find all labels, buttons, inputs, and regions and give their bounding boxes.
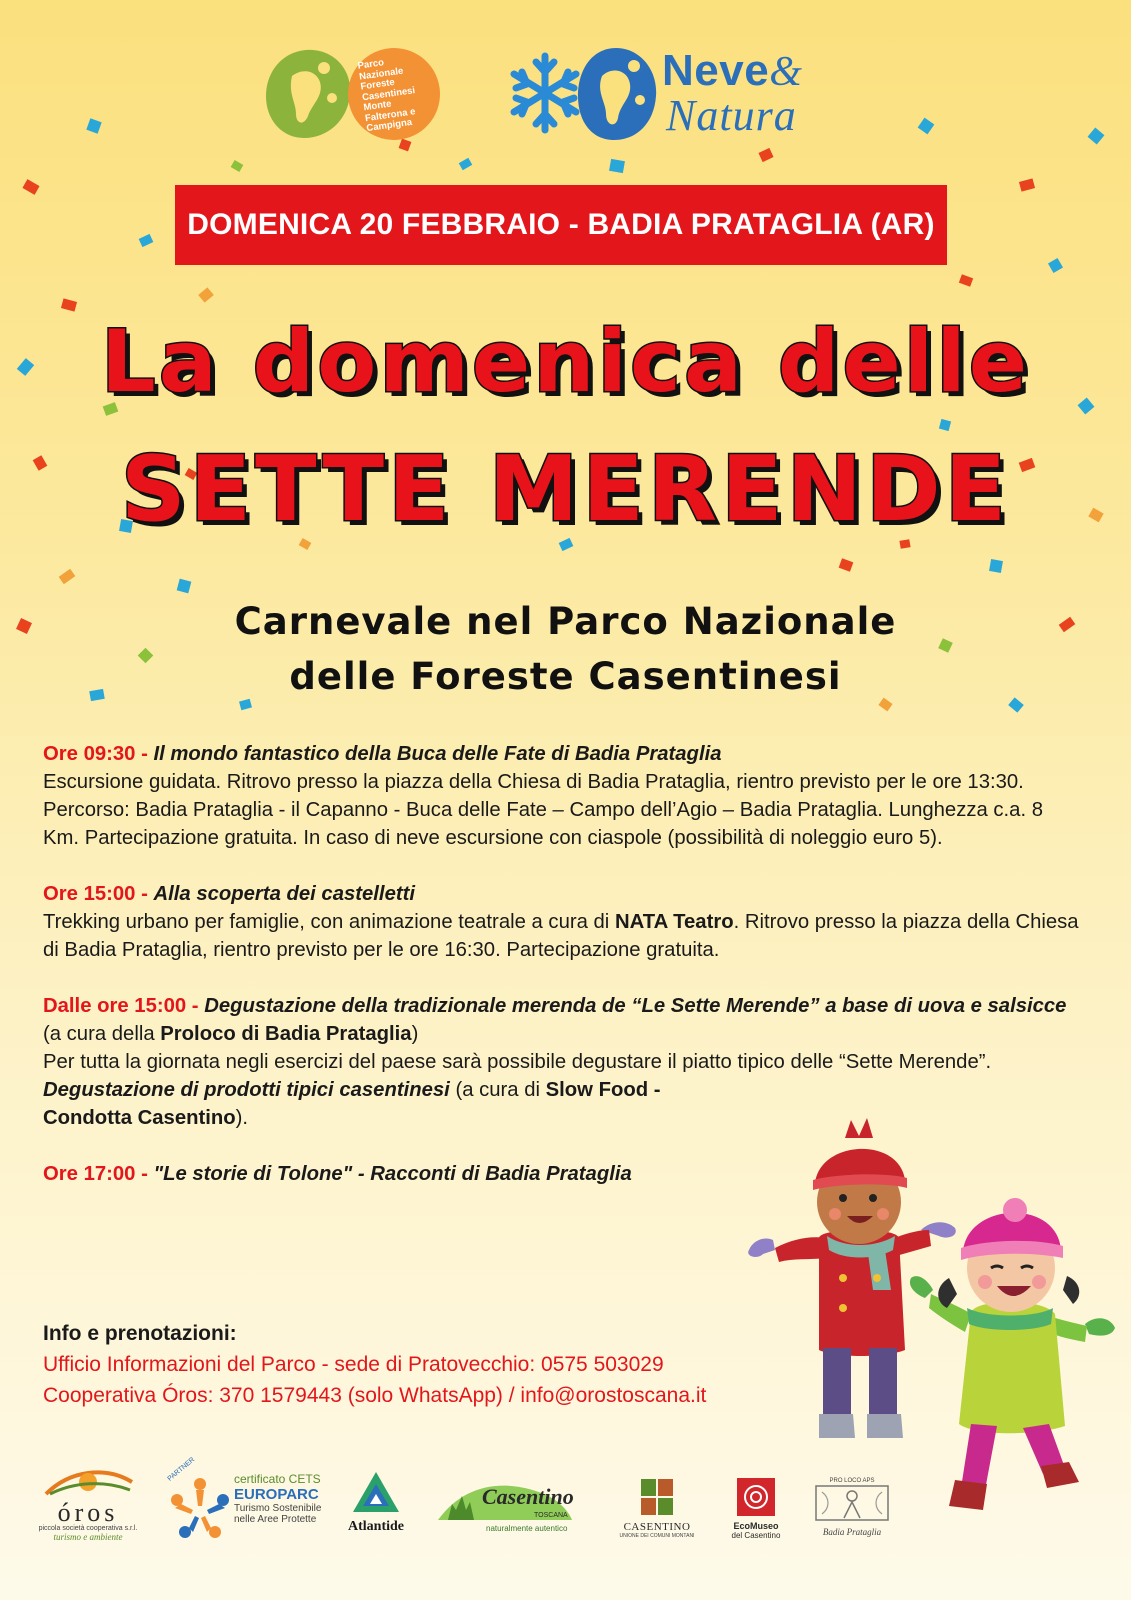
oros-sub: piccola società cooperativa s.r.l. [38,1525,138,1532]
event-1-heading [43,740,1083,768]
event-4-time: Ore 17:00 - [43,1163,154,1185]
event-2-heading [43,880,1083,908]
natura-word: Natura [666,91,797,140]
header-logos [262,38,882,148]
event-3-text: (a cura della [43,1023,161,1045]
cets-star-logo [165,1456,235,1546]
main-title-line-1: La domenica delle [100,312,1031,412]
event-2-text: Trekking urbano per famiglie, con animazione teatrale a cura di [43,911,615,933]
event-4-title: "Le storie di Tolone" - Racconti di Badia Prataglia [153,1163,632,1185]
ecomuseo-name: EcoMuseo [733,1521,779,1531]
subtitle-line-1: Carnevale nel Parco Nazionale [234,600,897,643]
ecomuseo-sub: del Casentino [731,1531,781,1540]
proloco-emblem-icon [814,1484,890,1522]
neve-natura-title [662,46,802,96]
event-1-title: Il mondo fantastico della Buca delle Fate di Badia Prataglia [153,743,722,765]
ecomuseo-logo [728,1478,784,1540]
event-1-description: Escursione guidata. Ritrovo presso la piazza della Chiesa di Badia Prataglia, rientro previsto per le ore 13:30. Percorso: Badia Prataglia - il Capanno - Buca delle Fate – Campo dell’Agio – Badia Prataglia. Lunghezza c.a. 8 Km. Partecipazione gratuita. In caso di neve escursione con ciaspole (possibilità di noleggio euro 5). [43,771,1044,849]
casentino-script: Casentino [482,1484,574,1509]
event-3-tasting [43,1076,743,1132]
event-3-time: Dalle ore 15:00 - [43,995,205,1017]
info-phone-park: Ufficio Informazioni del Parco - sede di Pratovecchio: 0575 503029 [43,1353,664,1376]
neve-natura-logo-icon [574,44,660,144]
boy-figure [748,1118,956,1438]
cets-sub-2: nelle Aree Protette [234,1514,317,1525]
main-title-line-2: SETTE MERENDE [120,437,1011,542]
proloco-name: Proloco di Badia Prataglia [160,1023,412,1045]
event-3-tasting-text: (a cura di [449,1079,546,1101]
event-2-description [43,908,1083,964]
proloco-logo [810,1478,894,1537]
event-1-time: Ore 09:30 - [43,743,154,765]
date-banner: DOMENICA 20 FEBBRAIO - BADIA PRATAGLIA (AR) [175,185,947,265]
atlantide-logo [336,1470,416,1535]
oros-logo [38,1460,138,1542]
slow-food-name: Slow Food - Condotta Casentino [43,1079,661,1129]
partner-label: PARTNER [166,1456,197,1483]
unione-crest-icon [640,1478,674,1516]
cets-text [234,1472,321,1525]
event-3-description: Per tutta la giornata negli esercizi del paese sarà possibile degustare il piatto tipico delle “Sette Merende”. [43,1051,992,1073]
event-3-heading [43,992,1083,1048]
cets-name: EUROPARC [234,1486,319,1503]
atlantide-icon [351,1470,401,1514]
info-section [43,1318,706,1411]
oros-name: óros [57,1498,119,1527]
casentino-region: TOSCANA [534,1512,568,1519]
proloco-name: Badia Prataglia [822,1527,882,1537]
atlantide-name: Atlantide [348,1519,404,1534]
kids-illustration [735,1118,1125,1518]
event-3-tasting-close: ). [235,1107,249,1129]
snowflake-icon [510,48,580,138]
cets-cert: certificato CETS [234,1472,321,1486]
ecomuseo-icon [737,1478,775,1516]
park-logo-text: Parco Nazionale Foreste Casentinesi Monte Falterona e Campigna [342,42,446,146]
nata-teatro: NATA Teatro [614,911,734,933]
neve-word: Neve [662,46,770,95]
oros-sun-icon [40,1460,136,1496]
unione-sub: UNIONE DEI COMUNI MONTANI [619,1533,695,1539]
park-logo-icon [262,46,354,142]
europarc-star-icon [165,1474,235,1544]
footer-logos [0,1456,1131,1580]
event-2-time: Ore 15:00 - [43,883,154,905]
event-3-title: Degustazione della tradizionale merenda de “Le Sette Merende” a base di uova e salsicce [204,995,1067,1017]
oros-tag: turismo e ambiente [53,1532,123,1542]
event-3-tasting-title: Degustazione di prodotti tipici casentinesi [43,1079,450,1101]
ampersand: & [769,49,803,95]
casentino-tag: naturalmente autentico [486,1524,568,1533]
event-2-title: Alla scoperta dei castelletti [153,883,415,905]
cets-sub-1: Turismo Sostenibile [234,1503,322,1514]
event-2-text-end: . Ritrovo presso la piazza della Chiesa di Badia Prataglia, rientro previsto per le ore 16:30. Partecipazione gratuita. [43,911,1079,961]
unione-name: CASENTINO [623,1521,691,1533]
event-3-text-close: ) [411,1023,419,1045]
info-contact-oros: Cooperativa Óros: 370 1579443 (solo WhatsApp) / info@orostoscana.it [43,1384,707,1407]
proloco-top: PRO LOCO APS [829,1478,875,1484]
info-heading: Info e prenotazioni: [43,1322,237,1345]
unione-casentino-logo [612,1478,702,1539]
subtitle-line-2: delle Foreste Casentinesi [289,655,842,698]
